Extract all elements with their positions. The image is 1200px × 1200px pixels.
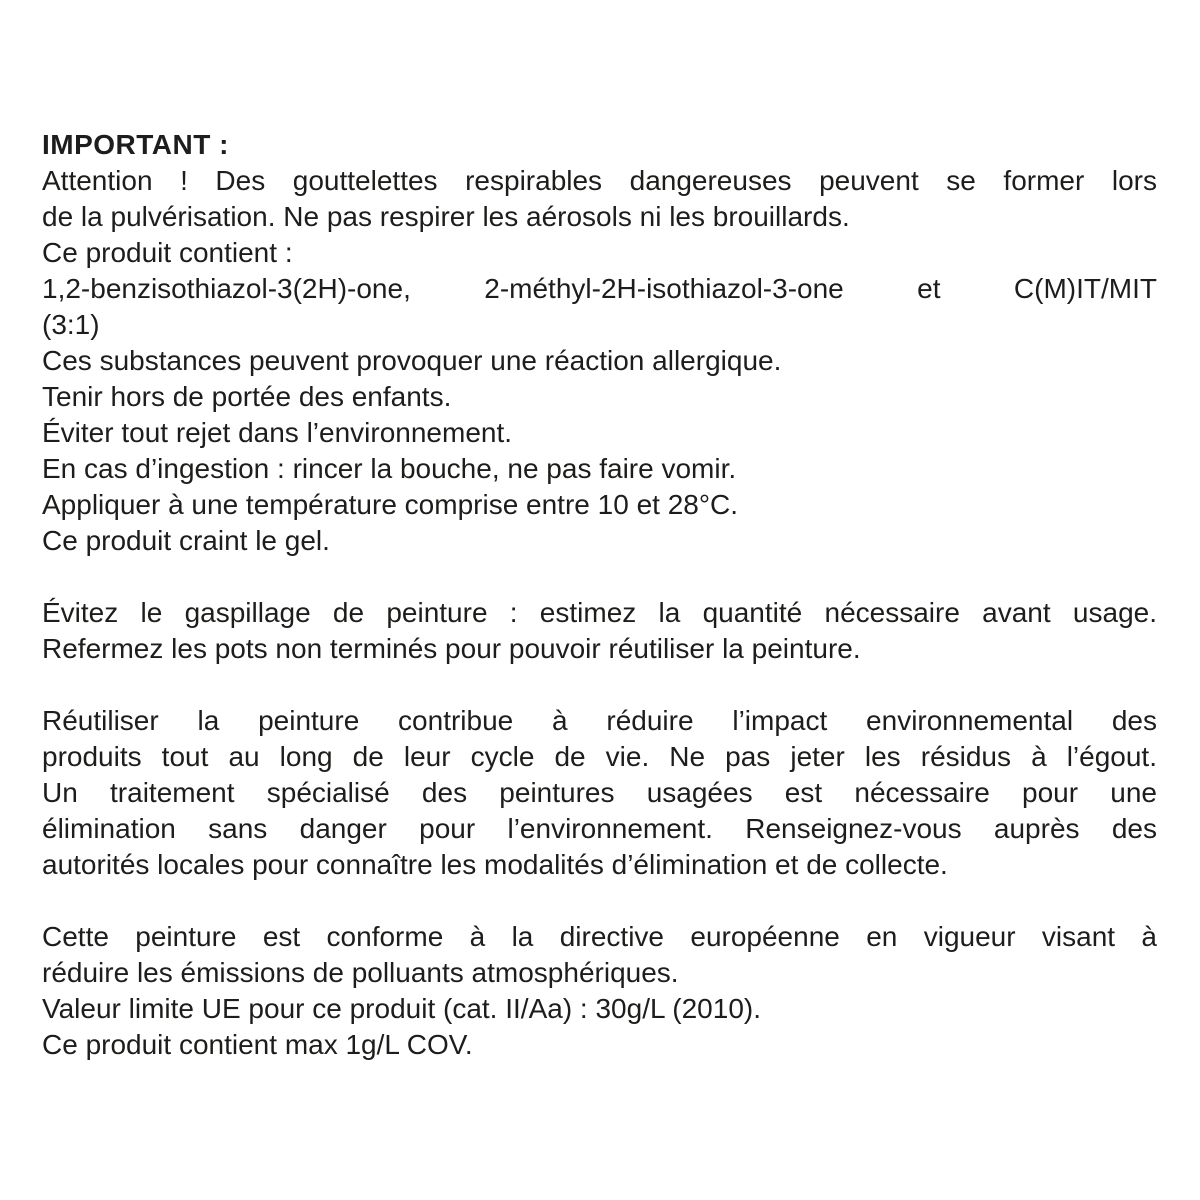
text-line: autorités locales pour connaître les modalités d’élimination et de collecte. xyxy=(42,849,948,880)
text-line: 1,2-benzisothiazol-3(2H)-one, 2-méthyl-2H-isothiazol-3-one et C(M)IT/MIT xyxy=(42,273,1157,304)
text-line: Attention ! Des gouttelettes respirables dangereuses peuvent se former lors xyxy=(42,165,1157,196)
text-line: Évitez le gaspillage de peinture : estimez la quantité nécessaire avant usage. xyxy=(42,597,1157,628)
paragraph-gap xyxy=(42,559,1157,595)
paragraph-gap xyxy=(42,883,1157,919)
text-line: (3:1) xyxy=(42,309,100,340)
text-line: Ce produit contient : xyxy=(42,237,293,268)
text-line: Refermez les pots non terminés pour pouvoir réutiliser la peinture. xyxy=(42,633,861,664)
text-line: Éviter tout rejet dans l’environnement. xyxy=(42,417,513,448)
text-line: Tenir hors de portée des enfants. xyxy=(42,381,452,412)
text-line: Un traitement spécialisé des peintures usagées est nécessaire pour une xyxy=(42,777,1157,808)
text-line: Valeur limite UE pour ce produit (cat. II/Aa) : 30g/L (2010). xyxy=(42,993,762,1024)
text-line: Ces substances peuvent provoquer une réaction allergique. xyxy=(42,345,782,376)
text-line: En cas d’ingestion : rincer la bouche, ne pas faire vomir. xyxy=(42,453,737,484)
text-line: Réutiliser la peinture contribue à réduire l’impact environnemental des xyxy=(42,705,1157,736)
text-line: produits tout au long de leur cycle de vie. Ne pas jeter les résidus à l’égout. xyxy=(42,741,1157,772)
text-line: élimination sans danger pour l’environnement. Renseignez-vous auprès des xyxy=(42,813,1157,844)
paragraph-gap xyxy=(42,667,1157,703)
text-line: Ce produit contient max 1g/L COV. xyxy=(42,1029,473,1060)
text-line: réduire les émissions de polluants atmosphériques. xyxy=(42,957,679,988)
text-line: de la pulvérisation. Ne pas respirer les aérosols ni les brouillards. xyxy=(42,201,850,232)
text-line: Ce produit craint le gel. xyxy=(42,525,330,556)
text-line: Appliquer à une température comprise entre 10 et 28°C. xyxy=(42,489,739,520)
important-heading: IMPORTANT : xyxy=(42,129,229,160)
text-line: Cette peinture est conforme à la directive européenne en vigueur visant à xyxy=(42,921,1157,952)
